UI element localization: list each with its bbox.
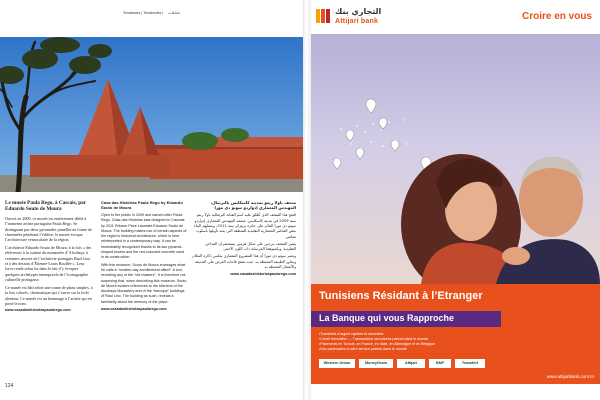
attijari-logo-icon (316, 9, 330, 23)
arabic-website-link[interactable]: www.casadashistoriaspaularego.com (230, 272, 296, 277)
ad-bullet: • Transferts d’argent rapides et sécurisés (319, 332, 509, 337)
ad-bullet: • Des partenaires à votre service partout dans le monde (319, 347, 509, 352)
english-article (101, 200, 187, 365)
arabic-paragraph: يتميز المتحف ببرجين على شكل هرمين يستحضران المداخن التقليدية، ويكسوهما الخرسانة ذات اللون الأحمر. (205, 241, 296, 252)
english-paragraph: Open to the public in 2009 and named after Paula Rego, Casa das Histórias was designed in Cascais by 2011 Pritzker Prize Laureate Eduardo Souto de Moura. The building makes use of certain aspects of the region’s historical architecture, which is here reinterpreted in a contemporary way. It can be immediately recognised thanks to its two pyramid-shaped towers and the red-coloured concrete used in its construction. (101, 213, 187, 260)
page-number: 124 (5, 383, 14, 389)
partner-logo: Attijari (397, 359, 425, 368)
french-article (5, 200, 93, 360)
partner-logo: BNP (429, 359, 451, 368)
ad-bullet: • Crédit immobilier — Transactions sécurisées partout dans le monde (319, 337, 509, 342)
french-paragraph: Ouvert en 2009, ce musée est entièrement dédié à l’immense artiste portugaise Paula Rego. Se distinguant par deux pyramides jumelles en forme de cheminées pénétrant l’édifice, le musée évoque l’architecture vernaculaire de la région. (5, 215, 92, 243)
ad-photo (311, 34, 600, 284)
bank-advertisement (311, 0, 600, 400)
logo-arabic-text: التجاري بنك (335, 7, 382, 16)
running-head-left: Tendances | Tendencies | (122, 11, 164, 15)
arabic-title: متحف باولا ريغو بمدينة كاسكايس بالبرتغال، المهندس المعماري إدواردو سوتو دي مورا (210, 200, 296, 211)
arabic-paragraph: ويعتبر سوتو دي مورا أن هذا المشروع المعماري يعكس ذاكرة المكان ويحاور الطبيعة المحيطة به، حيث تنفتح قاعات العرض على الحديقة والأشجار المحيطة به. (192, 254, 296, 270)
ad-bullet-list (319, 332, 509, 352)
ad-tagline: Croire en vous (521, 11, 592, 22)
running-head-right: اتجاهات (168, 11, 181, 15)
ad-subheadline: La Banque qui vous Rapproche (319, 313, 455, 323)
english-title: Casa das Histórias Paula Rego by Eduardo Souto de Moura (101, 200, 183, 210)
ad-headline: Tunisiens Résidant à l’Etranger (319, 290, 483, 302)
english-website-link[interactable]: www.casadashistoriaspaularego.com (101, 307, 167, 312)
ad-banner (311, 284, 600, 384)
partner-logo: Western Union (319, 359, 355, 368)
french-paragraph: Ce musée est bâti selon une trame de plans simples, à la fois colorés, chromatique qui s’ouvre sur la forêt alentour. Ce musée est un hommage à l’artiste qui en porte le nom. (5, 284, 93, 306)
french-title: Le musée Paula Rego, à Cascais, par Eduardo Souto de Moura (5, 200, 86, 213)
partner-logo: Transfert (455, 359, 485, 368)
ad-bullet: • Paiements en Tunisie, en France, en Italie, en Allemagne et en Belgique (319, 342, 509, 347)
ad-subheadline-bar (311, 311, 501, 327)
partner-logos (319, 359, 519, 369)
running-head (0, 11, 303, 15)
english-paragraph: With this museum, Souto de Moura envisages what he calls a “modern-day architectural affect”. A tool, revealing any of the “old masters”. It is therefore not surprising that, when describing this museum, Souto de Moura evokes references to the kitchens of the Alcobaça Monastery and of the “baroque” buildings of Raul Lino. The building as such, reveals a familiarity about the memory of the place. (101, 262, 187, 304)
partner-logo: MoneyGram (359, 359, 393, 368)
french-website-link[interactable]: www.casadashistoriaspaularego.com (5, 308, 71, 313)
french-paragraph: L’architecte Eduardo Souto de Moura, à la fois « des références à la cuisine du monastère d’Alcobaça, à certaines œuvres de l’architecte portugais Raul Lino et à des dessins d’Étienne-Louis Boullée ». Leur force rende selon lui dans le fait d’y évoquer quelques archétypes intemporels de l’iconographie culturelle portugaise. (5, 244, 92, 283)
arabic-paragraph: افتتح هذا المتحف الذي أطلق عليه اسم الفنانة البرتغالية باولا ريغو سنة 2009 في مدينة كاسكايس. صممه المهندس المعماري إدواردو سوتو دي مورا الحائز على جائزة بريتزكر سنة 2011، ويستلهم البناء بعض العناصر المعمارية التقليدية للمنطقة التي يعيد تأويلها بأسلوب معاصر. (193, 213, 296, 239)
page-gutter (303, 0, 311, 400)
museum-photo (0, 37, 303, 192)
logo-latin-text: Attijari bank (335, 18, 379, 25)
ad-header (311, 0, 600, 34)
location-pin-icon (333, 99, 431, 171)
ad-website-link[interactable]: www.attijaribank.com.tn (546, 374, 594, 379)
couple-photo (401, 154, 600, 284)
arabic-article (192, 200, 296, 370)
